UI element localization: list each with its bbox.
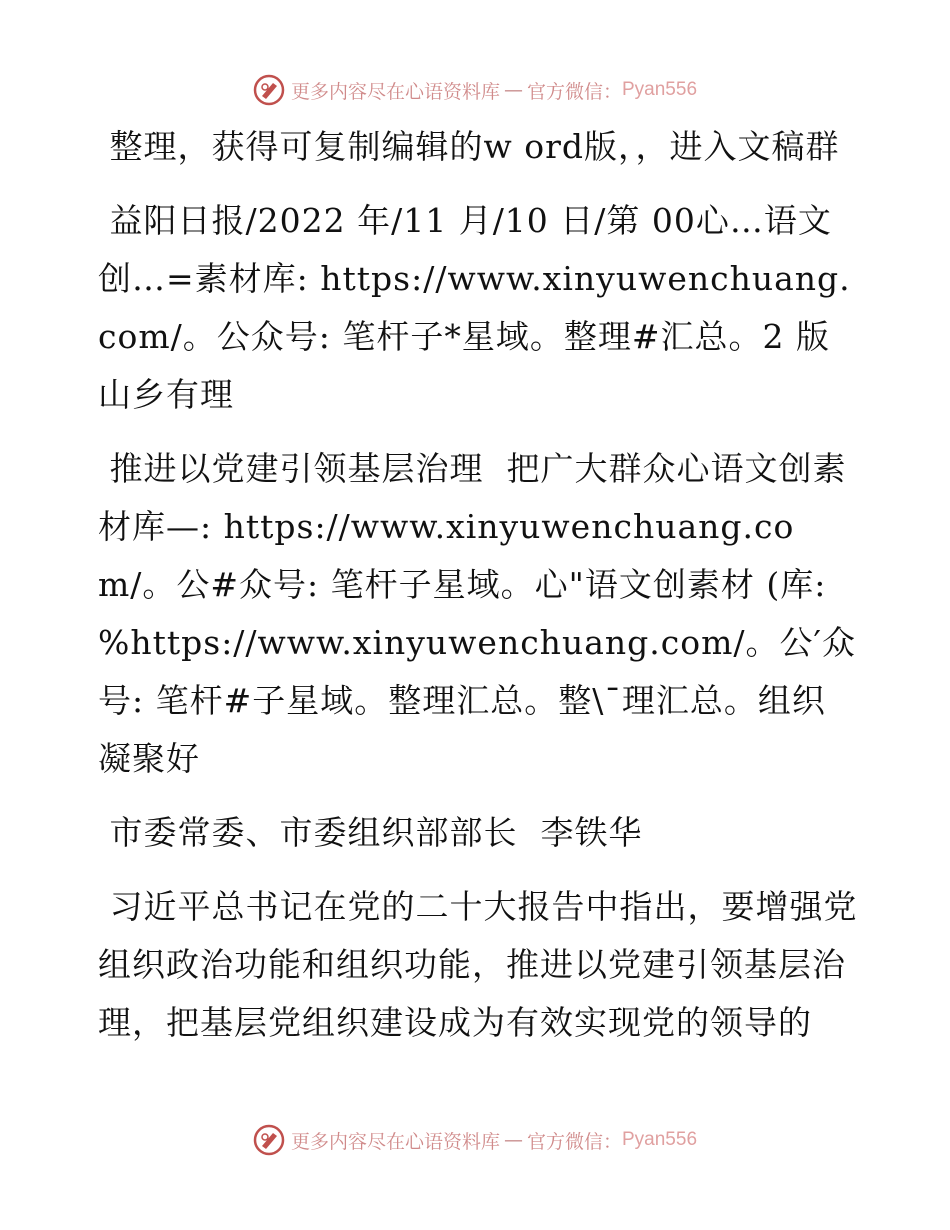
watermark-account-label: 官方微信： <box>526 80 622 103</box>
footer-watermark <box>0 1120 950 1160</box>
watermark-separator: — <box>503 1129 523 1151</box>
paragraph-intro: 整理，获得可复制编辑的w ord版，，进入文稿群 <box>98 127 840 166</box>
watermark-account-label: 官方微信： <box>526 1130 622 1153</box>
brand-logo-icon <box>253 1124 285 1156</box>
paragraph-source: 益阳日报/2022 年/11 月/10 日/第 00心…语文创…=素材库: https://www.xinyuwenchuang.com/。公众号: 笔杆子*星域。整理#汇总。2 版山乡有理 <box>98 201 851 414</box>
paragraph-body: 习近平总书记在党的二十大报告中指出，要增强党组织政治功能和组织功能，推进以党建引领基层治理，把基层党组织建设成为有效实现党的领导的 <box>98 887 858 1042</box>
watermark-separator: — <box>503 79 523 101</box>
watermark-account-id: Pyan556 <box>622 79 698 100</box>
document-body <box>98 118 858 1068</box>
header-watermark <box>0 70 950 110</box>
watermark-text: 更多内容尽在心语资料库 <box>290 1130 500 1153</box>
watermark-account-id: Pyan556 <box>622 1129 698 1150</box>
brand-logo-icon <box>253 74 285 106</box>
watermark-text: 更多内容尽在心语资料库 <box>290 80 500 103</box>
paragraph-author: 市委常委、市委组织部部长 李铁华 <box>98 813 643 852</box>
paragraph-headline: 推进以党建引领基层治理 把广大群众心语文创素材库—: https://www.xinyuwenchuang.com/。公#众号: 笔杆子星域。心"语文创素材 (库: %https://www.xinyuwenchuang.com/。公′众号: 笔杆#子星域。整理汇总。整\¯理汇总。组织凝聚好 <box>98 449 856 778</box>
